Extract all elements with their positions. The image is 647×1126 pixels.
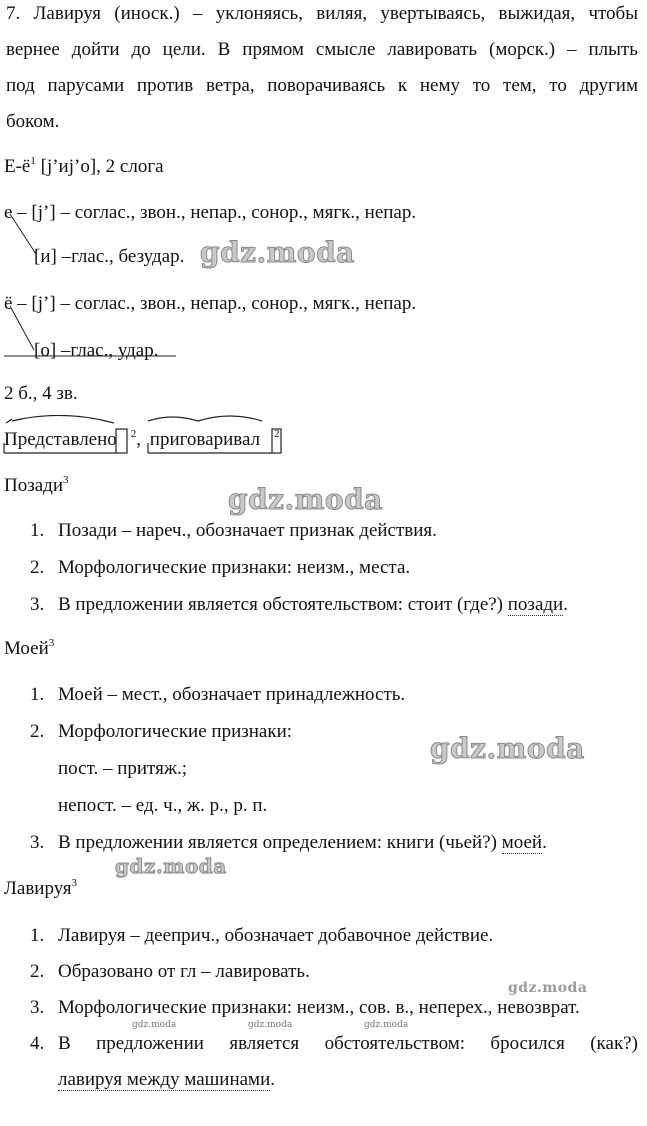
word: виляя, <box>316 3 368 24</box>
section-1-item-1 <box>30 519 437 543</box>
section-1-item-3 <box>30 593 568 617</box>
paragraph-line-3-text <box>6 74 638 98</box>
watermark-logo: gdz.moda <box>430 732 585 765</box>
item-number: 3. <box>30 832 45 853</box>
item-text: Позади – нареч., обозначает признак действия. <box>58 520 437 541</box>
word: выжидая, <box>498 3 576 24</box>
word: 7. <box>6 3 21 24</box>
section-3-item-4 <box>30 1032 638 1056</box>
word: цели. <box>162 39 206 60</box>
section-2-subitem-2: непост. – ед. ч., ж. р., р. п. <box>58 795 268 816</box>
section-3-word: Лавируя <box>4 878 72 899</box>
watermark-logo: gdz.moda <box>115 854 227 878</box>
section-2-title <box>4 637 54 661</box>
word: (морск.) <box>489 39 556 60</box>
word: прямом <box>242 39 304 60</box>
section-3-sup: 3 <box>71 877 77 889</box>
word: – <box>567 39 577 60</box>
word: В <box>58 1033 71 1054</box>
word: (иноск.) <box>114 3 180 24</box>
item-number: 4. <box>30 1033 45 1054</box>
phonetic-word: Е-ё <box>4 156 31 177</box>
phonetic-yo-line: ё – [j’] – соглас., звон., непар., сонор., мягк., непар. <box>4 293 417 314</box>
item-end: . <box>563 594 568 615</box>
section-3-item-4-cont <box>58 1068 275 1092</box>
word: под <box>6 75 35 96</box>
watermark-logo: gdz.moda <box>364 1020 409 1030</box>
word: Лавируя <box>33 3 102 24</box>
watermark-logo: gdz.moda <box>228 483 383 516</box>
watermark-logo: gdz.moda <box>248 1020 293 1030</box>
item-text: Моей – мест., обозначает принадлежность. <box>58 684 406 705</box>
section-3-item-3 <box>30 996 580 1020</box>
item-end: . <box>270 1069 275 1090</box>
word: поворачиваясь <box>267 75 386 96</box>
word: является <box>229 1033 300 1054</box>
section-2-subitem-1: пост. – притяж.; <box>58 758 187 779</box>
item-number: 1. <box>30 925 45 946</box>
word: бросился <box>490 1033 565 1054</box>
item-number: 3. <box>30 594 45 615</box>
item-text: Морфологические признаки: неизм., места. <box>58 557 411 578</box>
word: – <box>192 3 203 24</box>
word: нему <box>419 75 460 96</box>
word: против <box>136 75 194 96</box>
underlined-word: лавируя между машинами <box>58 1069 271 1090</box>
phonetic-summary: 2 б., 4 зв. <box>4 383 78 404</box>
underlined-word: позади <box>507 594 564 615</box>
section-1-word: Позади <box>4 475 63 496</box>
morphemic-comma: , <box>136 429 142 450</box>
section-1-item-2 <box>30 556 410 580</box>
phonetic-connector-yo <box>4 302 184 362</box>
item-text: Образовано от гл – лавировать. <box>58 961 310 982</box>
section-3-item-2 <box>30 960 310 984</box>
phonetic-i-line: [и] –глас., безудар. <box>34 246 185 267</box>
word: обстоятельством: <box>324 1033 466 1054</box>
section-2-sup: 3 <box>48 637 55 649</box>
word: увертываясь, <box>380 3 486 24</box>
item-text: В предложении является определением: книги (чьей?) <box>58 832 497 853</box>
word: до <box>131 39 151 60</box>
paragraph-line-4: боком. <box>6 111 60 132</box>
phonetic-header <box>4 155 164 179</box>
item-number: 2. <box>30 557 45 578</box>
morphemic-marks <box>2 415 302 465</box>
watermark-logo: gdz.moda <box>132 1020 177 1030</box>
paragraph-line-1-text <box>6 2 638 26</box>
morphemic-word-2: приговаривал <box>149 429 261 450</box>
word: плыть <box>588 39 638 60</box>
paragraph-line-2-text <box>6 38 638 62</box>
item-number: 1. <box>30 684 45 705</box>
item-number: 2. <box>30 721 45 742</box>
section-3-title <box>4 877 77 901</box>
phonetic-connector-e <box>8 210 48 260</box>
paragraph-line-2 <box>6 38 638 62</box>
item-number: 1. <box>30 520 45 541</box>
word: (как?) <box>590 1033 638 1054</box>
word: другим <box>579 75 638 96</box>
item-number: 3. <box>30 997 45 1018</box>
phonetic-sup: 1 <box>30 155 36 167</box>
phonetic-e-line: е – [j’] – соглас., звон., непар., сонор., мягк., непар. <box>4 202 417 223</box>
word: то <box>472 75 491 96</box>
word: ветра, <box>206 75 255 96</box>
word: уклоняясь, <box>215 3 303 24</box>
section-3-item-1 <box>30 924 493 948</box>
word: лавировать <box>387 39 478 60</box>
item-text: Морфологические признаки: <box>58 721 293 742</box>
section-1-sup: 3 <box>63 474 69 486</box>
word: парусами <box>47 75 125 96</box>
item-number: 2. <box>30 961 45 982</box>
watermark-logo: gdz.moda <box>200 236 355 269</box>
morphemic-word-1: Представлено <box>4 429 117 450</box>
section-2-word: Моей <box>4 638 49 659</box>
word: вернее <box>6 39 60 60</box>
phonetic-o-line: [о] –глас., удар. <box>34 340 159 361</box>
word: чтобы <box>588 3 638 24</box>
section-2-item-1 <box>30 683 405 707</box>
morphemic-sup-1: 2 <box>130 428 137 440</box>
underlined-word: моей <box>501 832 543 853</box>
word: предложении <box>96 1033 204 1054</box>
phonetic-transcription: [j’иj’о], 2 слога <box>40 156 164 177</box>
item-text: Лавируя – дееприч., обозначает добавочное действие. <box>58 925 494 946</box>
word: к <box>397 75 408 96</box>
section-2-item-3 <box>30 831 547 855</box>
word: тем, <box>503 75 537 96</box>
item-end: . <box>542 832 547 853</box>
word: дойти <box>71 39 120 60</box>
section-1-title <box>4 474 69 498</box>
word: то <box>549 75 567 96</box>
item-text: В предложении является обстоятельством: стоит (где?) <box>58 594 504 615</box>
morphemic-sup-2: 2 <box>274 428 280 440</box>
paragraph-line-3 <box>6 74 638 98</box>
item-text: Морфологические признаки: неизм., сов. в., неперех., невозврат. <box>58 997 580 1018</box>
paragraph-line-1 <box>6 2 638 26</box>
word: В <box>217 39 231 60</box>
watermark-logo: gdz.moda <box>508 980 588 996</box>
word: смысле <box>315 39 376 60</box>
section-2-item-2 <box>30 720 292 744</box>
item-text-justified <box>58 1032 638 1056</box>
